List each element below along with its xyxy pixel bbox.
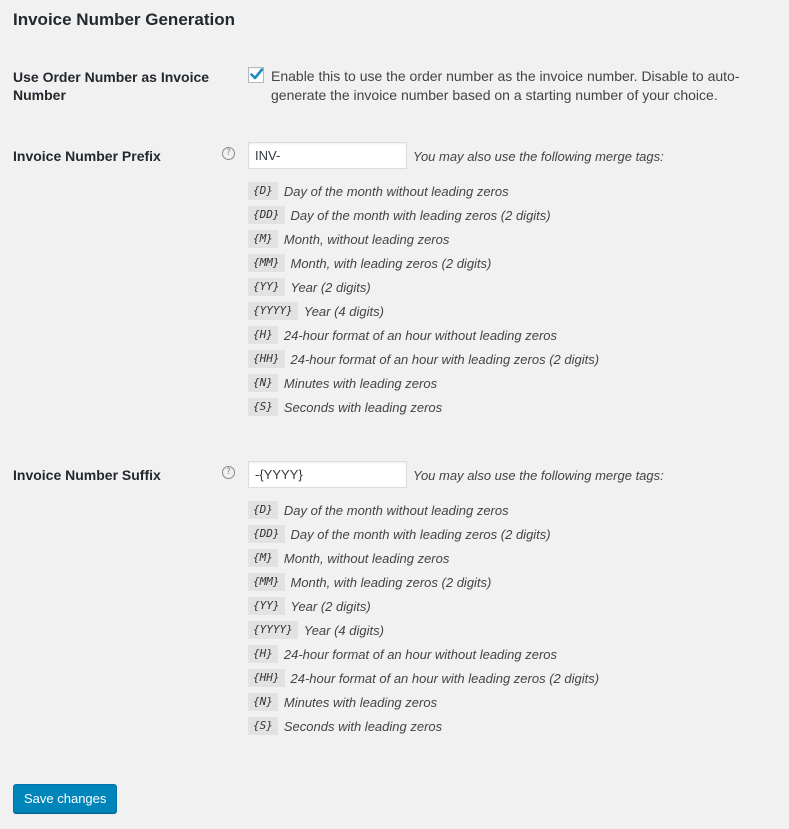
merge-tag-code: {M}	[248, 230, 278, 248]
merge-tag-code: {N}	[248, 374, 278, 392]
merge-tag-description: 24-hour format of an hour without leading zeros	[283, 646, 558, 662]
merge-tag-description: Year (4 digits)	[303, 303, 384, 319]
merge-tag-code: {M}	[248, 549, 278, 567]
merge-tag-description: Month, with leading zeros (2 digits)	[290, 255, 492, 271]
merge-tag-code: {HH}	[248, 350, 285, 368]
merge-tag-item	[248, 594, 599, 618]
suffix-label: Invoice Number Suffix	[13, 467, 161, 483]
merge-tag-description: 24-hour format of an hour with leading zeros (2 digits)	[290, 670, 600, 686]
merge-tag-item	[248, 323, 599, 347]
merge-tag-description: Seconds with leading zeros	[283, 399, 443, 415]
merge-tag-item	[248, 203, 599, 227]
merge-tag-item	[248, 347, 599, 371]
merge-tag-code: {S}	[248, 398, 278, 416]
use-order-number-label: Use Order Number as Invoice Number	[13, 69, 210, 103]
page-title: Invoice Number Generation	[13, 10, 235, 29]
merge-tag-item	[248, 666, 599, 690]
merge-tag-code: {DD}	[248, 206, 285, 224]
merge-tag-item	[248, 179, 599, 203]
merge-tag-item	[248, 570, 599, 594]
merge-tag-description: Day of the month with leading zeros (2 digits)	[290, 207, 551, 223]
checkmark-icon	[248, 66, 265, 83]
merge-tag-code: {H}	[248, 645, 278, 663]
merge-tag-code: {S}	[248, 717, 278, 735]
prefix-merge-tag-list	[248, 179, 599, 419]
merge-tag-code: {DD}	[248, 525, 285, 543]
merge-tag-description: Month, without leading zeros	[283, 550, 450, 566]
merge-tag-code: {YY}	[248, 278, 285, 296]
merge-tag-description: Day of the month with leading zeros (2 digits)	[290, 526, 551, 542]
merge-tag-item	[248, 714, 599, 738]
merge-tag-code: {YYYY}	[248, 621, 298, 639]
merge-tag-description: Minutes with leading zeros	[283, 375, 438, 391]
question-circle-icon[interactable]: ?	[222, 147, 235, 160]
merge-tag-description: Seconds with leading zeros	[283, 718, 443, 734]
merge-tag-description: 24-hour format of an hour with leading zeros (2 digits)	[290, 351, 600, 367]
merge-tag-item	[248, 498, 599, 522]
merge-tag-description: Day of the month without leading zeros	[283, 502, 509, 518]
save-button[interactable]: Save changes	[13, 784, 117, 813]
use-order-number-checkbox[interactable]	[248, 67, 264, 83]
merge-tag-code: {MM}	[248, 573, 285, 591]
merge-tag-code: {YYYY}	[248, 302, 298, 320]
merge-tag-item	[248, 395, 599, 419]
suffix-input[interactable]	[248, 461, 407, 488]
merge-tag-code: {N}	[248, 693, 278, 711]
merge-tag-code: {YY}	[248, 597, 285, 615]
merge-tag-code: {MM}	[248, 254, 285, 272]
merge-tag-item	[248, 371, 599, 395]
merge-tag-item	[248, 227, 599, 251]
merge-tag-item	[248, 642, 599, 666]
merge-tag-item	[248, 546, 599, 570]
merge-tag-description: Day of the month without leading zeros	[283, 183, 509, 199]
merge-tag-item	[248, 299, 599, 323]
merge-tag-description: Month, with leading zeros (2 digits)	[290, 574, 492, 590]
prefix-input[interactable]	[248, 142, 407, 169]
merge-tag-description: Year (2 digits)	[290, 279, 371, 295]
merge-tag-description: Year (4 digits)	[303, 622, 384, 638]
merge-tag-code: {H}	[248, 326, 278, 344]
prefix-label: Invoice Number Prefix	[13, 148, 161, 164]
merge-tag-item	[248, 522, 599, 546]
merge-tag-code: {D}	[248, 182, 278, 200]
suffix-merge-tag-list	[248, 498, 599, 738]
merge-tag-description: 24-hour format of an hour without leading zeros	[283, 327, 558, 343]
question-circle-icon[interactable]: ?	[222, 466, 235, 479]
merge-tag-item	[248, 251, 599, 275]
merge-tag-item	[248, 275, 599, 299]
merge-tag-code: {D}	[248, 501, 278, 519]
merge-tag-description: Year (2 digits)	[290, 598, 371, 614]
merge-tag-description: Minutes with leading zeros	[283, 694, 438, 710]
use-order-number-description: Enable this to use the order number as the invoice number. Disable to auto-generate the invoice number based on a starting number of your choice.	[271, 68, 740, 103]
merge-tag-item	[248, 690, 599, 714]
prefix-merge-hint: You may also use the following merge tags:	[413, 149, 664, 164]
suffix-merge-hint: You may also use the following merge tags:	[413, 468, 664, 483]
merge-tag-code: {HH}	[248, 669, 285, 687]
merge-tag-item	[248, 618, 599, 642]
merge-tag-description: Month, without leading zeros	[283, 231, 450, 247]
